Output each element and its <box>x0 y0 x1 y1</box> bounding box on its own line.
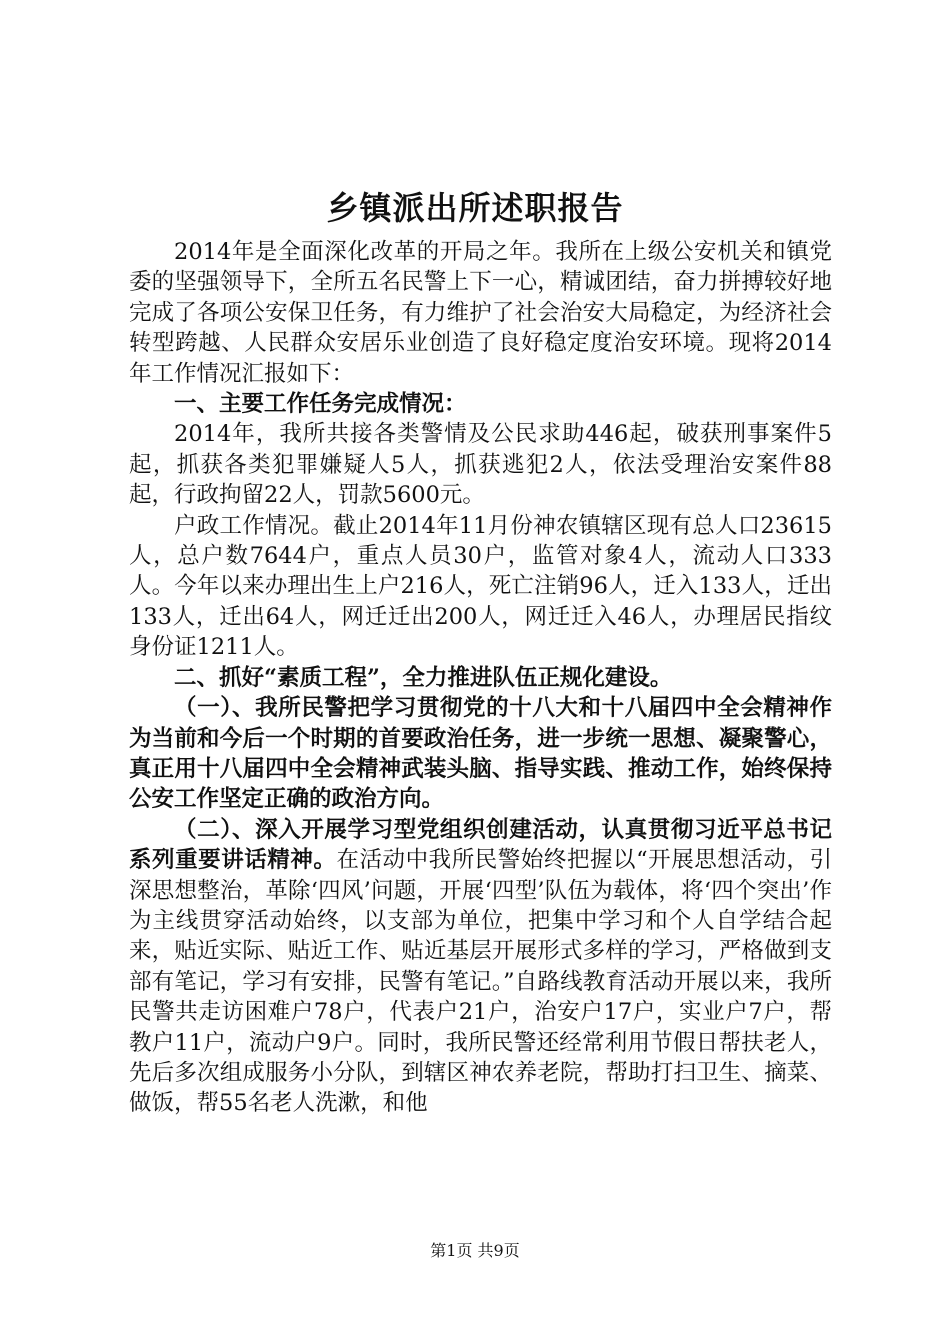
household-registration-paragraph: 户政工作情况。截止2014年11月份神农镇辖区现有总人口23615人，总户数7644户，重点人员30户，监管对象4人，流动人口333人。今年以来办理出生上户216人，死亡注销96人，迁入133人，迁出133人，迁出64人，网迁迁出200人，网迁迁入46人，办理居民指纹身份证1211人。 <box>129 512 832 661</box>
section-heading-1: 一、主要工作任务完成情况： <box>174 391 467 418</box>
subsection-2-paragraph <box>129 815 832 1119</box>
subsection-2-body: 在活动中我所民警始终把握以“开展思想活动，引深思想整治，革除‘四风’问题，开展‘四型’队伍为载体，将‘四个突出’作为主线贯穿活动始终，以支部为单位，把集中学习和个人自学结合起来，贴近实际、贴近工作、贴近基层开展形式多样的学习，严格做到支部有笔记，学习有安排，民警有笔记。”自路线教育活动开展以来，我所民警共走访困难户78户，代表户21户，治安户17户，实业户7户，帮教户11户，流动户9户。同时，我所民警还经常利用节假日帮扶老人，先后多次组成服务小分队，到辖区神农养老院，帮助打扫卫生、摘菜、做饭，帮55名老人洗漱，和他 <box>129 847 832 1117</box>
subsection-2-lead: （二）、深入开展学习型党组织创建活动，认真贯彻习近平总书记系列重要讲话精神。 <box>129 816 832 874</box>
document-title: 乡镇派出所述职报告 <box>326 189 624 227</box>
page-footer: 第1页 共9页 <box>430 1241 520 1260</box>
intro-paragraph: 2014年是全面深化改革的开局之年。我所在上级公安机关和镇党委的坚强领导下，全所五名民警上下一心，精诚团结，奋力拼搏较好地完成了各项公安保卫任务，有力维护了社会治安大局稳定，为经济社会转型跨越、人民群众安居乐业创造了良好稳定度治安环境。现将2014年工作情况汇报如下： <box>129 239 832 387</box>
section-heading-2: 二、抓好“素质工程”，全力推进队伍正规化建设。 <box>174 664 673 691</box>
statistics-paragraph: 2014年，我所共接各类警情及公民求助446起，破获刑事案件5起，抓获各类犯罪嫌疑人5人，抓获逃犯2人，依法受理治安案件88起，行政拘留22人，罚款5600元。 <box>129 421 832 509</box>
subsection-1-paragraph: （一）、我所民警把学习贯彻党的十八大和十八届四中全会精神作为当前和今后一个时期的首要政治任务，进一步统一思想、凝聚警心，真正用十八届四中全会精神武装头脑、指导实践、推动工作，始终保持公安工作坚定正确的政治方向。 <box>129 695 832 813</box>
document-body <box>129 237 832 1119</box>
